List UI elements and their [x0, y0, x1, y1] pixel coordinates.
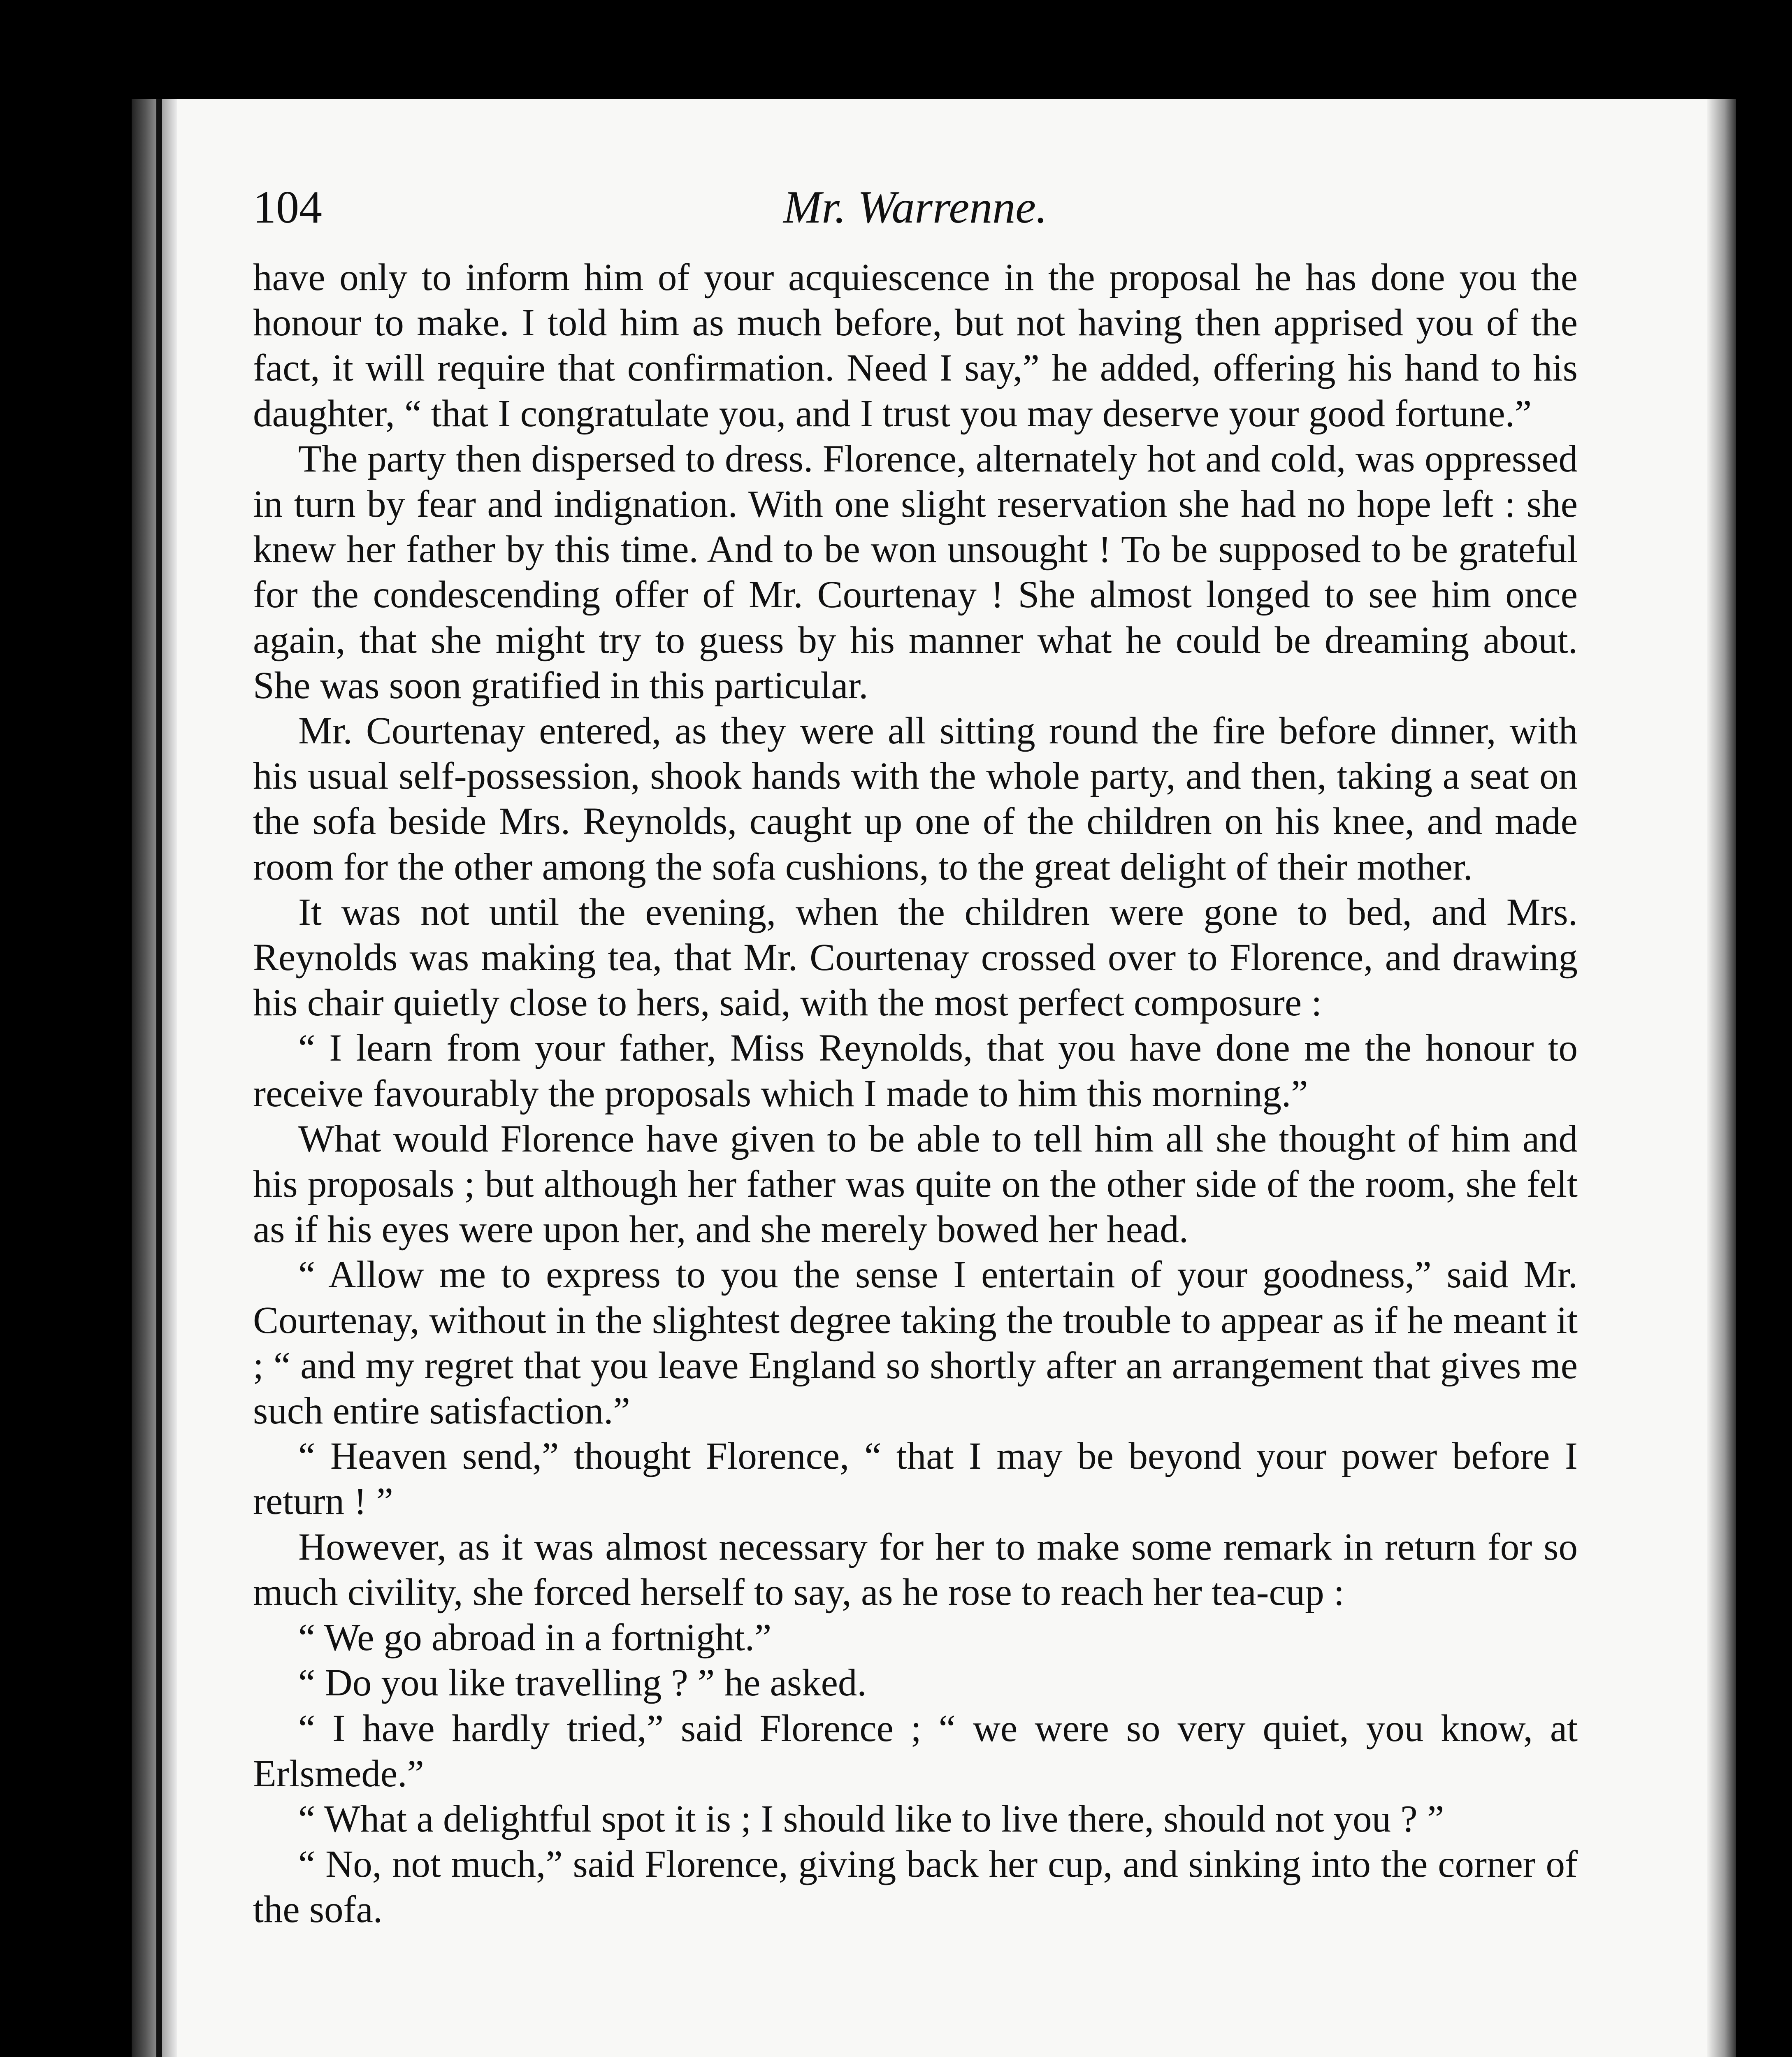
paragraph: “ I learn from your father, Miss Reynolds, that you have done me the honour to receive favourably the proposals which I made to him this morning.”	[253, 1027, 1578, 1115]
binding-edge	[156, 99, 162, 2057]
body-text	[253, 255, 1578, 1933]
paragraph: What would Florence have given to be able to tell him all she thought of him and his proposals ; but although her father was quite on the other side of the room, she felt as if his eyes were upon her, and she merely bowed her head.	[253, 1117, 1578, 1251]
page-header	[253, 181, 1578, 263]
paragraph: “ What a delightful spot it is ; I should like to live there, should not you ? ”	[298, 1797, 1444, 1840]
paragraph: However, as it was almost necessary for her to make some remark in return for so much civility, she forced herself to say, as he rose to reach her tea-cup :	[253, 1525, 1578, 1614]
paragraph: It was not until the evening, when the children were gone to bed, and Mrs. Reynolds was making tea, that Mr. Courtenay crossed over to Florence, and drawing his chair quietly close to hers, said, with the most perfect composure :	[253, 891, 1578, 1024]
paragraph: “ No, not much,” said Florence, giving back her cup, and sinking into the corner of the sofa.	[253, 1843, 1578, 1931]
paragraph: “ We go abroad in a fortnight.”	[298, 1616, 772, 1659]
paragraph: “ Heaven send,” thought Florence, “ that I may be beyond your power before I return ! ”	[253, 1435, 1578, 1523]
paragraph: The party then dispersed to dress. Florence, alternately hot and cold, was oppressed in turn by fear and indignation. With one slight reservation she had no hope left : she knew her father by this time. And to be won unsought ! To be supposed to be grateful for the condescending offer of Mr. Courtenay ! She almost longed to see him once again, that she might try to guess by his manner what he could be dreaming about. She was soon gratified in this particular.	[253, 437, 1578, 707]
paragraph: have only to inform him of your acquiescence in the proposal he has done you the honour to make. I told him as much before, but not having then apprised you of the fact, it will require that confirmation. Need I say,” he added, offering his hand to his daughter, “ that I congratulate you, and I trust you may deserve your good fortune.”	[253, 256, 1578, 435]
paragraph: “ I have hardly tried,” said Florence ; “ we were so very quiet, you know, at Erlsmede.”	[253, 1707, 1578, 1795]
paragraph: “ Allow me to express to you the sense I entertain of your goodness,” said Mr. Courtenay, without in the slightest degree taking the trouble to appear as if he meant it ; “ and my regret that you leave England so shortly after an arrangement that gives me such entire satisfaction.”	[253, 1254, 1578, 1432]
page-gutter	[132, 99, 177, 2057]
running-title: Mr. Warrenne.	[783, 182, 1047, 233]
page-edge-shadow	[1707, 99, 1736, 2057]
paragraph: “ Do you like travelling ? ” he asked.	[298, 1662, 867, 1704]
paragraph: Mr. Courtenay entered, as they were all sitting round the fire before dinner, with his usual self-possession, shook hands with the whole party, and then, taking a seat on the sofa beside Mrs. Reynolds, caught up one of the children on his knee, and made room for the other among the sofa cushions, to the great delight of their mother.	[253, 710, 1578, 888]
page-number: 104	[253, 182, 322, 233]
